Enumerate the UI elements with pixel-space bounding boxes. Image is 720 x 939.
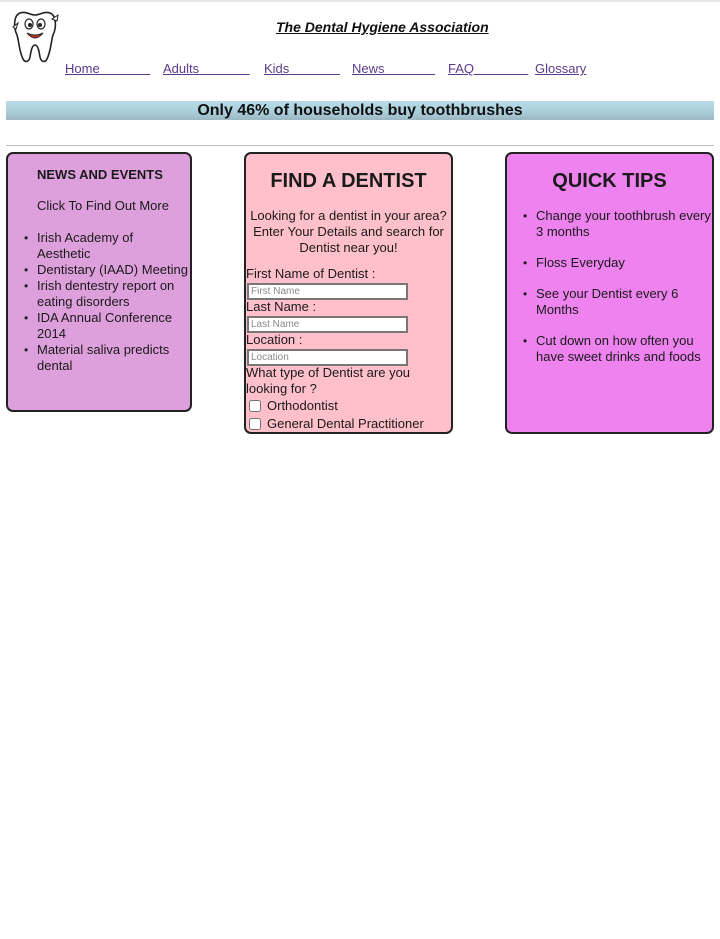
dentist-type-question: What type of Dentist are you looking for ? xyxy=(246,365,411,396)
divider xyxy=(6,145,714,146)
location-input[interactable] xyxy=(247,349,408,366)
news-list xyxy=(37,230,189,374)
news-item[interactable]: • IDA Annual Conference 2014 xyxy=(37,310,189,342)
nav-adults[interactable] xyxy=(163,61,250,76)
find-out-more-link[interactable]: Click To Find Out More xyxy=(37,198,169,213)
main-nav xyxy=(0,61,720,79)
tip-item: • Change your toothbrush every 3 months xyxy=(536,208,716,240)
news-events-panel xyxy=(6,152,192,412)
last-name-label: Last Name : xyxy=(246,299,317,314)
nav-news-label: News xyxy=(352,61,385,76)
news-item[interactable]: • Dentistary (IAAD) Meeting xyxy=(37,262,189,278)
tips-list xyxy=(536,208,716,380)
nav-news[interactable] xyxy=(352,61,435,76)
top-border xyxy=(0,0,720,2)
nav-faq[interactable] xyxy=(448,61,528,76)
nav-glossary-label: Glossary xyxy=(535,61,587,76)
find-dentist-title: FIND A DENTIST xyxy=(270,170,427,192)
site-title: The Dental Hygiene Association xyxy=(276,19,489,35)
stat-banner: Only 46% of households buy toothbrushes xyxy=(6,101,714,120)
gp-checkbox[interactable] xyxy=(249,418,261,430)
nav-home-label: Home xyxy=(65,61,100,76)
orthodontist-option[interactable] xyxy=(249,398,338,414)
orthodontist-checkbox[interactable] xyxy=(249,400,261,412)
tooth-mascot-icon[interactable] xyxy=(10,5,60,65)
nav-adults-label: Adults xyxy=(163,61,200,76)
news-item[interactable]: • Irish Academy of Aesthetic xyxy=(37,230,189,262)
quick-tips-panel xyxy=(505,152,714,434)
gp-option[interactable] xyxy=(249,416,424,432)
find-dentist-intro: Looking for a dentist in your area? Enter Your Details and search for Dentist near you! xyxy=(250,208,447,255)
tip-item: • See your Dentist every 6 Months xyxy=(536,286,716,318)
location-label: Location : xyxy=(246,332,303,347)
last-name-input[interactable] xyxy=(247,316,408,333)
news-heading: NEWS AND EVENTS xyxy=(37,167,163,182)
nav-home[interactable] xyxy=(65,61,150,76)
nav-kids[interactable] xyxy=(264,61,340,76)
nav-faq-label: FAQ xyxy=(448,61,475,76)
find-dentist-panel xyxy=(244,152,453,434)
gp-label: General Dental Practitioner xyxy=(267,416,424,431)
tip-item: • Floss Everyday xyxy=(536,255,716,271)
first-name-input[interactable] xyxy=(247,283,408,300)
quick-tips-title: QUICK TIPS xyxy=(552,170,667,192)
tip-item: • Cut down on how often you have sweet drinks and foods xyxy=(536,333,716,365)
first-name-label: First Name of Dentist : xyxy=(246,266,376,281)
orthodontist-label: Orthodontist xyxy=(267,398,338,413)
news-item[interactable]: • Material saliva predicts dental xyxy=(37,342,189,374)
nav-glossary[interactable] xyxy=(535,61,586,76)
nav-kids-label: Kids xyxy=(264,61,290,76)
news-item[interactable]: • Irish dentestry report on eating disorders xyxy=(37,278,189,310)
